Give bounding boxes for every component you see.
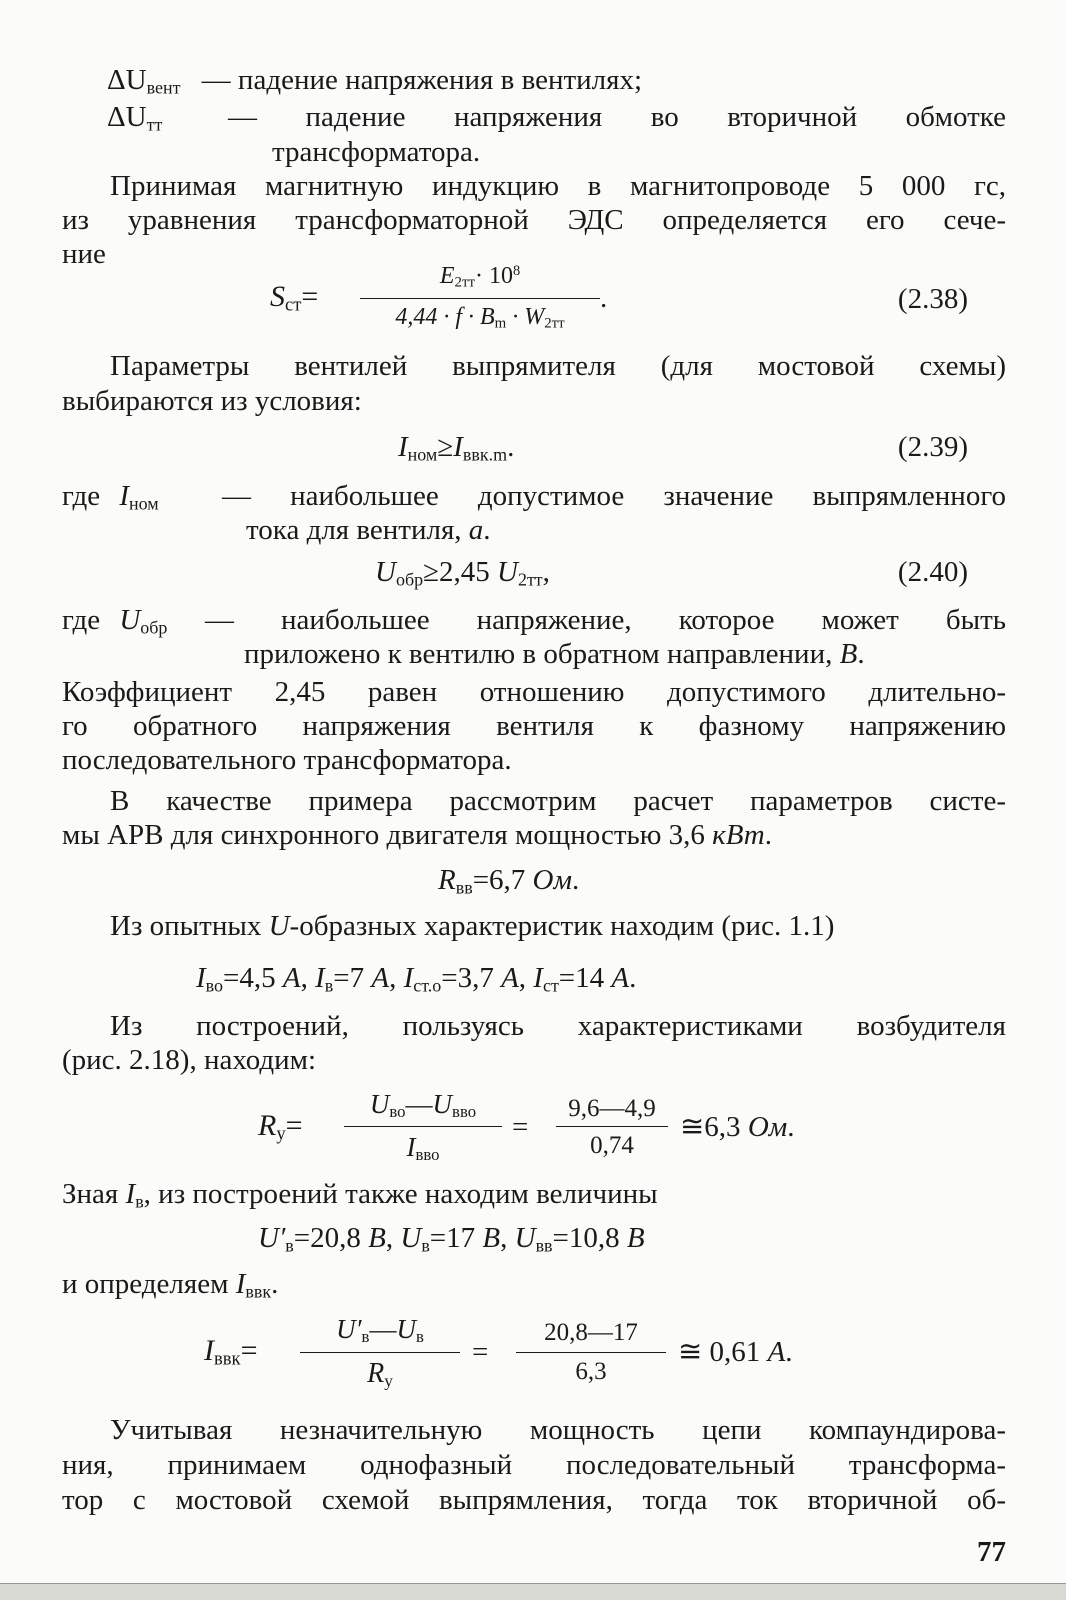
where-clause-text: — наибольшее напряжение, которое может быть <box>205 604 1006 636</box>
definition-delta-u-tt-symbol <box>107 103 162 133</box>
equals-sign: = <box>472 1336 489 1368</box>
paragraph-line: В качестве примера рассмотрим расчет параметров систе- <box>110 785 1006 817</box>
paragraph-line: из уравнения трансформаторной ЭДС определяется его сече- <box>62 204 1006 236</box>
where-clause-text-continued: тока для вентиля, а. <box>246 514 491 546</box>
equation-r-y-numeric-denominator: 0,74 <box>590 1132 634 1159</box>
equation-2-38-lhs: $S_{ст}=$ <box>270 280 319 316</box>
fraction-bar <box>344 1126 502 1127</box>
definition-text-continued: трансформатора. <box>272 136 481 168</box>
symbol: ΔU <box>107 64 147 96</box>
paragraph-line: ние <box>62 238 106 270</box>
page-bottom-edge <box>0 1583 1066 1600</box>
where-clause-symbol: где $U_{обр}$ <box>62 604 168 638</box>
equation-2-38-denominator: $4,44 \cdot f \cdot B_m \cdot W_{2тт}$ <box>395 304 565 332</box>
paragraph-line: Принимая магнитную индукцию в магнитопроводе 5 000 гс, <box>110 170 1006 202</box>
paragraph-line: последовательного трансформатора. <box>62 744 512 776</box>
equation-number: (2.38) <box>897 283 968 315</box>
paragraph-line: выбираются из условия: <box>62 385 362 417</box>
equation-r-y-denominator: $I_{вво}$ <box>406 1132 440 1165</box>
paragraph-line: (рис. 2.18), находим: <box>62 1044 317 1076</box>
equation-i-vvk-lhs: $I_{ввк}=$ <box>204 1334 258 1370</box>
equation-2-40: $U_{обр}\ge 2,45$ $U_{2тт}$, <box>375 556 550 590</box>
equation-currents: $I_{во}=4,5$ А, $I_в=7$ А, $I_{ст.о}=3,7$ А, $I_{ст}=14$ А. <box>196 962 637 996</box>
fraction-bar <box>516 1352 666 1353</box>
equation-number: (2.40) <box>897 556 968 588</box>
definition-text: — падение напряжения в вентилях; <box>201 64 643 96</box>
equation-r-y-result: ≅6,3 Ом. <box>680 1111 795 1143</box>
paragraph-line: и определяем $I_{ввк}$. <box>62 1268 279 1302</box>
symbol-subscript: тт <box>146 114 163 135</box>
paragraph-line: ния, принимаем однофазный последовательный трансформа- <box>62 1449 1006 1481</box>
where-clause-text-continued: приложено к вентилю в обратном направлении, В. <box>244 638 865 670</box>
symbol-subscript: вент <box>146 77 181 98</box>
fraction-bar <box>360 298 600 299</box>
paragraph-line: го обратного напряжения вентиля к фазному напряжению <box>62 710 1006 742</box>
equation-2-38-period: . <box>600 282 608 314</box>
fraction-bar <box>556 1126 668 1127</box>
definition-delta-u-vent <box>107 66 642 96</box>
paragraph-line: Параметры вентилей выпрямителя (для мостовой схемы) <box>110 350 1006 382</box>
paragraph-line: Зная $I_в$, из построений также находим величины <box>62 1178 658 1212</box>
equation-i-vvk-numeric-denominator: 6,3 <box>575 1358 607 1385</box>
equation-i-vvk-numerator: $U'_в—U_в$ <box>336 1314 424 1347</box>
paragraph-line: Коэффициент 2,45 равен отношению допустимого длительно- <box>62 676 1006 708</box>
where-clause-symbol: где $I_{ном}$ <box>62 480 159 514</box>
equation-2-39: $I_{ном}\ge I_{ввк.m}$. <box>398 431 515 465</box>
symbol: ΔU <box>107 101 147 133</box>
paragraph-line: Из опытных U-образных характеристик находим (рис. 1.1) <box>110 910 835 942</box>
equation-r-y-numeric-numerator: 9,6—4,9 <box>568 1095 656 1122</box>
equation-i-vvk-denominator: $R_у$ <box>367 1358 393 1391</box>
paragraph-line: Из построений, пользуясь характеристиками возбудителя <box>110 1010 1006 1042</box>
page-number: 77 <box>977 1536 1006 1568</box>
equation-r-y-numerator: $U_{во}—U_{вво}$ <box>369 1089 477 1122</box>
equation-i-vvk-result: ≅ 0,61 А. <box>678 1336 793 1368</box>
paragraph-line: Учитывая незначительную мощность цепи компаундирова- <box>110 1414 1006 1446</box>
fraction-bar <box>300 1352 460 1353</box>
paragraph-line: тор с мостовой схемой выпрямления, тогда ток вторичной об- <box>62 1484 1006 1516</box>
where-clause-text: — наибольшее допустимое значение выпрямленного <box>222 480 1006 512</box>
equals-sign: = <box>512 1111 529 1143</box>
equation-2-38-numerator: $E_{2тт}\cdot 10^8$ <box>439 263 521 291</box>
equation-number: (2.39) <box>897 431 968 463</box>
equation-voltages: $U'_в=20,8$ В, $U_в=17$ В, $U_{вв}=10,8$ В <box>258 1222 645 1256</box>
equation-r-vv: $R_{вв}=6,7$ Ом. <box>438 864 580 898</box>
equation-i-vvk-numeric-numerator: 20,8—17 <box>544 1319 638 1346</box>
definition-text: — падение напряжения во вторичной обмотке <box>228 101 1006 133</box>
paragraph-line: мы АРВ для синхронного двигателя мощностью 3,6 кВт. <box>62 819 772 851</box>
equation-r-y-lhs: $R_у=$ <box>258 1109 303 1145</box>
